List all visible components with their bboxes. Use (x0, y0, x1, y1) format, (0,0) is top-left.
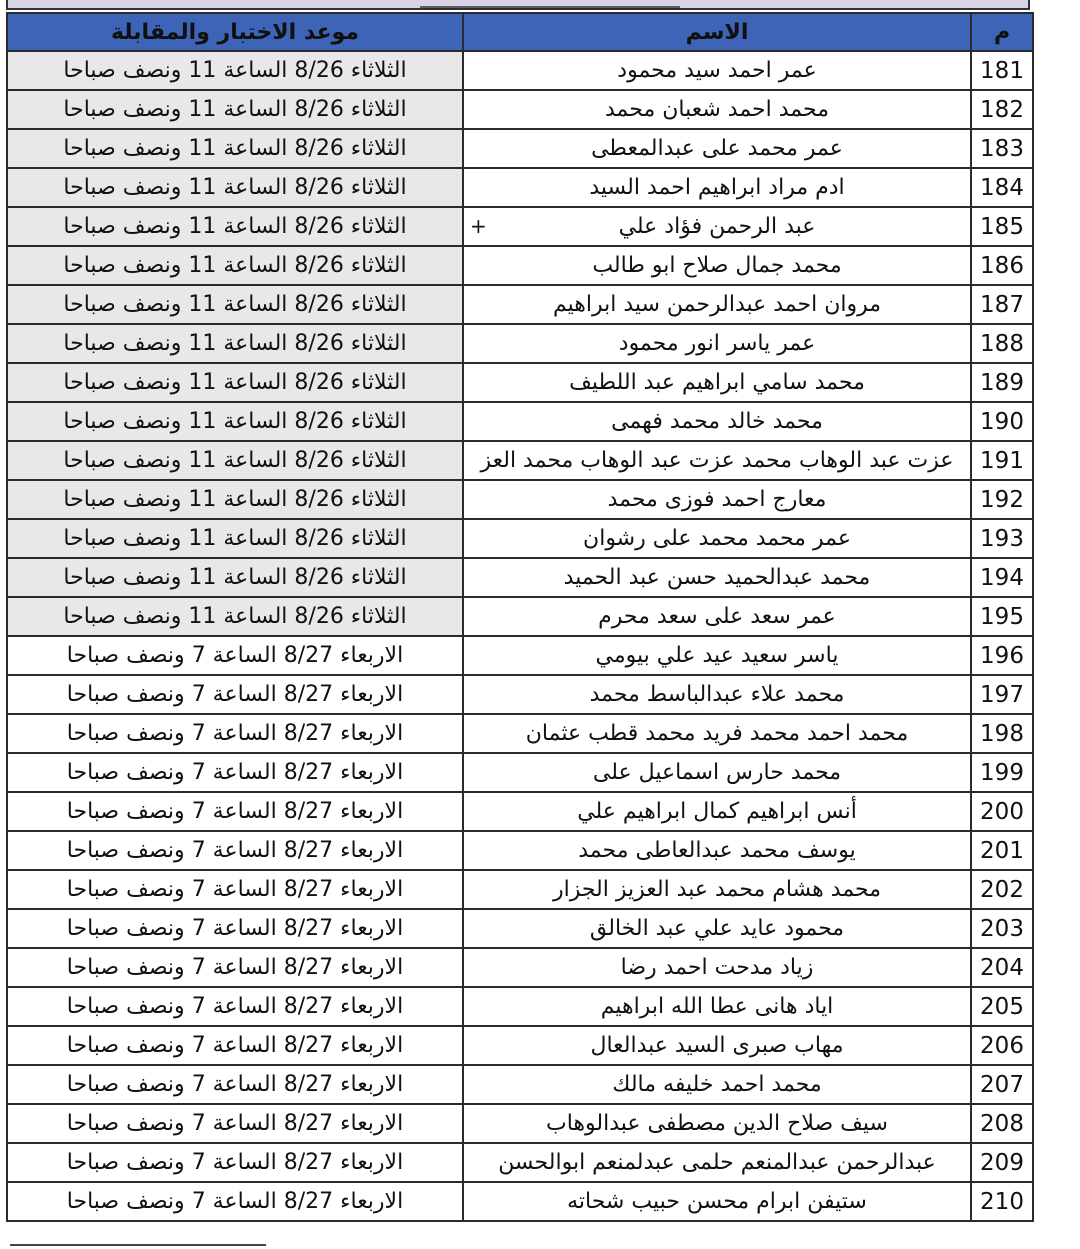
student-name-text: محمد عبدالحميد حسن عبد الحميد (563, 565, 871, 590)
row-number: 188 (971, 324, 1033, 363)
student-name-text: مروان احمد عبدالرحمن سيد ابراهيم (552, 292, 882, 317)
exam-datetime: الاربعاء 8/27 الساعة 7 ونصف صباحا (7, 909, 463, 948)
exam-datetime: الاربعاء 8/27 الساعة 7 ونصف صباحا (7, 1104, 463, 1143)
student-name (463, 441, 971, 480)
row-number: 185 (971, 207, 1033, 246)
table-row (7, 90, 1033, 129)
student-name (463, 480, 971, 519)
table-body (7, 51, 1033, 1221)
table-row (7, 870, 1033, 909)
student-name (463, 831, 971, 870)
exam-datetime: الثلاثاء 8/26 الساعة 11 ونصف صباحا (7, 90, 463, 129)
exam-datetime: الثلاثاء 8/26 الساعة 11 ونصف صباحا (7, 168, 463, 207)
header-number: م (971, 13, 1033, 51)
exam-datetime: الثلاثاء 8/26 الساعة 11 ونصف صباحا (7, 597, 463, 636)
table-row (7, 480, 1033, 519)
exam-datetime: الثلاثاء 8/26 الساعة 11 ونصف صباحا (7, 207, 463, 246)
student-name (463, 168, 971, 207)
student-name-text: عزت عبد الوهاب محمد عزت عبد الوهاب محمد العز (480, 448, 954, 473)
table-row (7, 51, 1033, 90)
row-number: 191 (971, 441, 1033, 480)
student-name-text: محمد سامي ابراهيم عبد اللطيف (569, 370, 865, 395)
table-row (7, 519, 1033, 558)
table-row (7, 168, 1033, 207)
row-number: 207 (971, 1065, 1033, 1104)
exam-datetime: الاربعاء 8/27 الساعة 7 ونصف صباحا (7, 792, 463, 831)
table-row (7, 441, 1033, 480)
row-number: 192 (971, 480, 1033, 519)
student-name-text: عمر احمد سيد محمود (617, 58, 817, 83)
student-name (463, 246, 971, 285)
student-name-text: عبدالرحمن عبدالمنعم حلمى عبدلمنعم ابوالحسن (498, 1150, 936, 1175)
row-number: 197 (971, 675, 1033, 714)
exam-datetime: الثلاثاء 8/26 الساعة 11 ونصف صباحا (7, 402, 463, 441)
row-number: 204 (971, 948, 1033, 987)
header-date: موعد الاختبار والمقابلة (7, 13, 463, 51)
student-name (463, 285, 971, 324)
student-name-text: أنس ابراهيم كمال ابراهيم علي (577, 799, 857, 824)
exam-datetime: الثلاثاء 8/26 الساعة 11 ونصف صباحا (7, 363, 463, 402)
student-name-text: محمد جمال صلاح ابو طالب (592, 253, 842, 278)
row-number: 181 (971, 51, 1033, 90)
table-row (7, 714, 1033, 753)
student-name-text: محمد احمد خليفه مالك (612, 1072, 822, 1097)
exam-datetime: الاربعاء 8/27 الساعة 7 ونصف صباحا (7, 1143, 463, 1182)
student-name (463, 675, 971, 714)
row-number: 199 (971, 753, 1033, 792)
row-number: 184 (971, 168, 1033, 207)
table-row (7, 831, 1033, 870)
table-row (7, 207, 1033, 246)
row-number: 206 (971, 1026, 1033, 1065)
student-name-text: عمر ياسر انور محمود (618, 331, 816, 356)
row-number: 198 (971, 714, 1033, 753)
student-name-text: اياد هانى عطا الله ابراهيم (600, 994, 834, 1019)
exam-datetime: الاربعاء 8/27 الساعة 7 ونصف صباحا (7, 1026, 463, 1065)
table-row (7, 597, 1033, 636)
row-number: 210 (971, 1182, 1033, 1221)
row-number: 187 (971, 285, 1033, 324)
row-number: 193 (971, 519, 1033, 558)
row-number: 195 (971, 597, 1033, 636)
student-name (463, 597, 971, 636)
student-name-text: عبد الرحمن فؤاد علي (618, 214, 816, 239)
student-name (463, 1182, 971, 1221)
student-name (463, 1143, 971, 1182)
exam-datetime: الثلاثاء 8/26 الساعة 11 ونصف صباحا (7, 441, 463, 480)
row-number: 189 (971, 363, 1033, 402)
row-number: 200 (971, 792, 1033, 831)
table-row (7, 285, 1033, 324)
student-name-text: سيف صلاح الدين مصطفى عبدالوهاب (546, 1111, 888, 1136)
table-row (7, 987, 1033, 1026)
student-name (463, 129, 971, 168)
exam-datetime: الثلاثاء 8/26 الساعة 11 ونصف صباحا (7, 129, 463, 168)
student-name (463, 909, 971, 948)
table-row (7, 402, 1033, 441)
exam-datetime: الاربعاء 8/27 الساعة 7 ونصف صباحا (7, 636, 463, 675)
student-name (463, 753, 971, 792)
row-number: 208 (971, 1104, 1033, 1143)
student-name-text: محمد خالد محمد فهمى (611, 409, 823, 434)
exam-datetime: الاربعاء 8/27 الساعة 7 ونصف صباحا (7, 1065, 463, 1104)
table-row (7, 909, 1033, 948)
row-number: 194 (971, 558, 1033, 597)
exam-datetime: الاربعاء 8/27 الساعة 7 ونصف صباحا (7, 831, 463, 870)
student-name (463, 363, 971, 402)
table-row (7, 558, 1033, 597)
student-name (463, 324, 971, 363)
row-number: 209 (971, 1143, 1033, 1182)
row-number: 190 (971, 402, 1033, 441)
student-name-text: محمد احمد محمد فريد محمد قطب عثمان (525, 721, 909, 746)
table-row (7, 1104, 1033, 1143)
row-number: 186 (971, 246, 1033, 285)
table-row (7, 675, 1033, 714)
student-name (463, 519, 971, 558)
student-name (463, 207, 971, 246)
student-name (463, 558, 971, 597)
header-name: الاسم (463, 13, 971, 51)
exam-datetime: الاربعاء 8/27 الساعة 7 ونصف صباحا (7, 870, 463, 909)
cropped-title-text (420, 0, 680, 9)
table-row (7, 753, 1033, 792)
table-row (7, 1182, 1033, 1221)
footer-divider (10, 1244, 266, 1246)
schedule-table (6, 12, 1034, 1222)
table-row (7, 246, 1033, 285)
student-name-text: عمر محمد على عبدالمعطى (591, 136, 843, 161)
table-row (7, 636, 1033, 675)
table-row (7, 792, 1033, 831)
student-name-text: محمد علاء عبدالباسط محمد (589, 682, 845, 707)
row-number: 205 (971, 987, 1033, 1026)
exam-datetime: الثلاثاء 8/26 الساعة 11 ونصف صباحا (7, 519, 463, 558)
table-row (7, 363, 1033, 402)
exam-datetime: الثلاثاء 8/26 الساعة 11 ونصف صباحا (7, 285, 463, 324)
student-name (463, 1104, 971, 1143)
row-number: 201 (971, 831, 1033, 870)
student-name-text: ستيفن ابرام محسن حبيب شحاته (567, 1189, 867, 1214)
student-name-text: مهاب صبرى السيد عبدالعال (590, 1033, 844, 1058)
header-row (7, 13, 1033, 51)
plus-mark: + (470, 214, 487, 238)
exam-datetime: الاربعاء 8/27 الساعة 7 ونصف صباحا (7, 987, 463, 1026)
student-name (463, 90, 971, 129)
student-name (463, 402, 971, 441)
student-name (463, 51, 971, 90)
row-number: 202 (971, 870, 1033, 909)
table-row (7, 1143, 1033, 1182)
student-name (463, 987, 971, 1026)
exam-datetime: الاربعاء 8/27 الساعة 7 ونصف صباحا (7, 714, 463, 753)
table-row (7, 1026, 1033, 1065)
student-name-text: عمر محمد محمد على رشوان (583, 526, 851, 551)
student-name (463, 792, 971, 831)
student-name-text: يوسف محمد عبدالعاطى محمد (578, 838, 856, 863)
student-name-text: محمد هشام محمد عبد العزيز الجزار (552, 877, 882, 902)
exam-datetime: الثلاثاء 8/26 الساعة 11 ونصف صباحا (7, 246, 463, 285)
row-number: 183 (971, 129, 1033, 168)
student-name (463, 1065, 971, 1104)
exam-datetime: الثلاثاء 8/26 الساعة 11 ونصف صباحا (7, 51, 463, 90)
student-name (463, 948, 971, 987)
student-name-text: ادم مراد ابراهيم احمد السيد (589, 175, 845, 200)
student-name-text: محمد حارس اسماعيل على (592, 760, 842, 785)
exam-datetime: الثلاثاء 8/26 الساعة 11 ونصف صباحا (7, 480, 463, 519)
exam-datetime: الثلاثاء 8/26 الساعة 11 ونصف صباحا (7, 558, 463, 597)
student-name-text: معارج احمد فوزى محمد (607, 487, 827, 512)
row-number: 203 (971, 909, 1033, 948)
student-name-text: ياسر سعيد عيد علي بيومي (595, 643, 839, 668)
exam-datetime: الثلاثاء 8/26 الساعة 11 ونصف صباحا (7, 324, 463, 363)
student-name-text: عمر سعد على سعد محرم (598, 604, 836, 629)
student-name-text: محمود عايد علي عبد الخالق (589, 916, 845, 941)
row-number: 182 (971, 90, 1033, 129)
student-name (463, 1026, 971, 1065)
student-name-text: محمد احمد شعبان محمد (604, 97, 829, 122)
row-number: 196 (971, 636, 1033, 675)
student-name (463, 714, 971, 753)
student-name-text: زياد مدحت احمد رضا (620, 955, 814, 980)
table-row (7, 1065, 1033, 1104)
table-row (7, 129, 1033, 168)
student-name (463, 636, 971, 675)
exam-datetime: الاربعاء 8/27 الساعة 7 ونصف صباحا (7, 753, 463, 792)
table-row (7, 324, 1033, 363)
table-row (7, 948, 1033, 987)
exam-datetime: الاربعاء 8/27 الساعة 7 ونصف صباحا (7, 675, 463, 714)
student-name (463, 870, 971, 909)
exam-datetime: الاربعاء 8/27 الساعة 7 ونصف صباحا (7, 1182, 463, 1221)
exam-datetime: الاربعاء 8/27 الساعة 7 ونصف صباحا (7, 948, 463, 987)
